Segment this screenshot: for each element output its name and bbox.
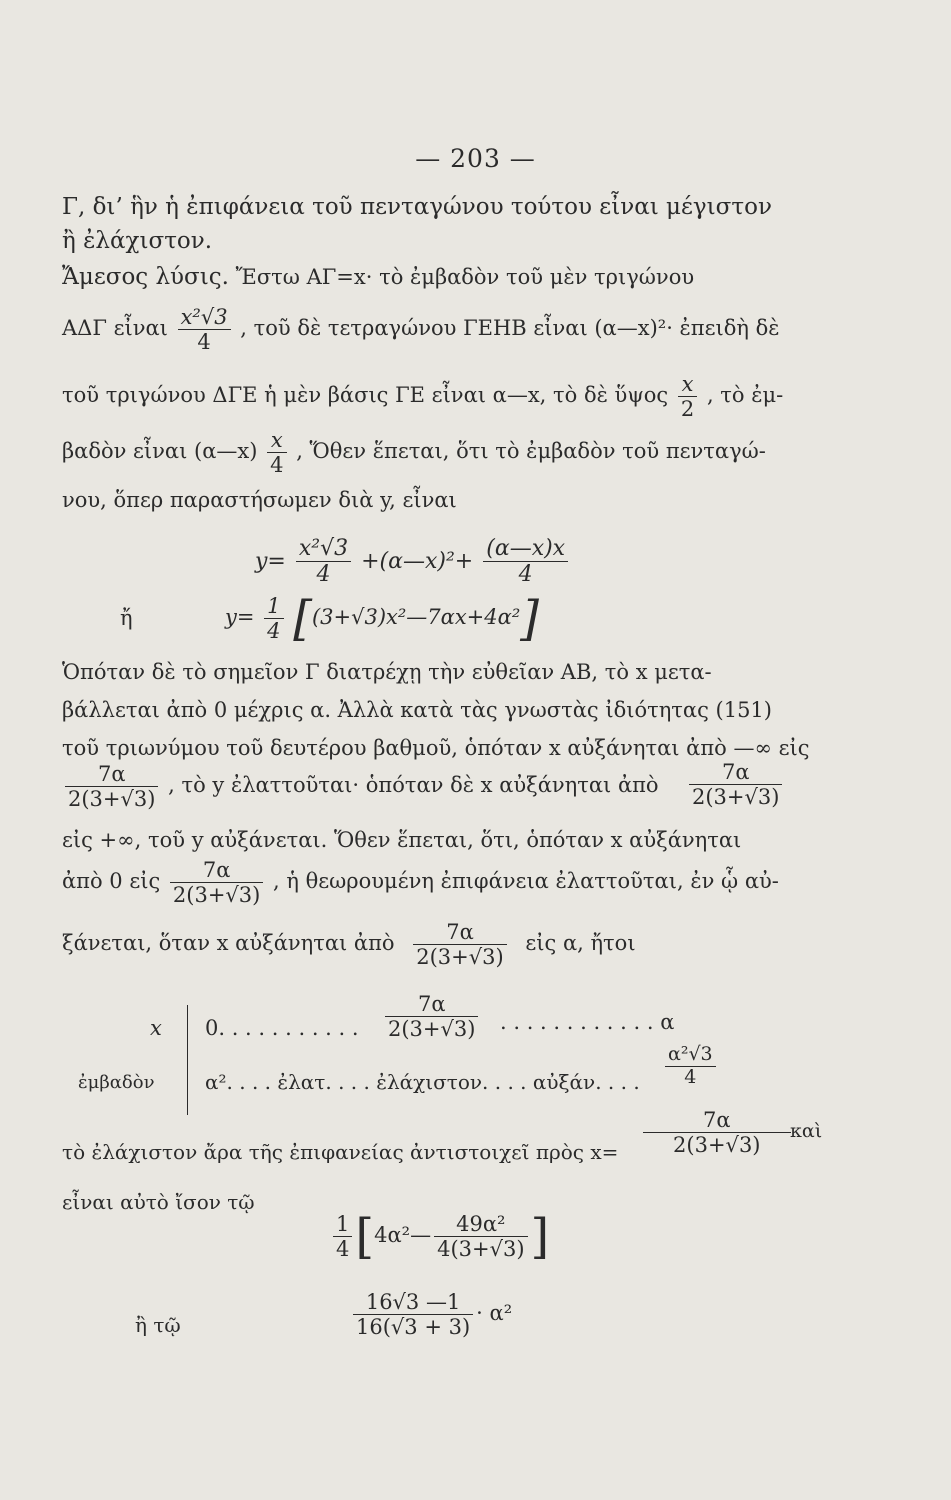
text-line-5: [62, 372, 783, 421]
table-divider: [187, 1005, 188, 1115]
left-bracket: [: [355, 1208, 375, 1265]
fraction: [678, 372, 697, 421]
para-line-4: [62, 762, 659, 811]
fraction-denominator: 2(3+√3): [673, 1133, 761, 1158]
fraction: [665, 1044, 716, 1089]
para-line-6: [62, 858, 779, 907]
fraction-numerator: 7α: [385, 992, 478, 1017]
eq-term: 4α²—: [374, 1223, 432, 1248]
fraction-numerator: x: [267, 428, 286, 453]
fraction-denominator: 2(3+√3): [388, 1017, 476, 1042]
min-line-2: εἶναι αὐτὸ ἴσον τῷ: [62, 1190, 255, 1214]
text-line-4: [62, 305, 780, 354]
fraction: [643, 1108, 791, 1157]
table-area-row: α². . . . ἐλατ. . . . ἐλάχιστον. . . . αὐξάν. . . .: [205, 1070, 640, 1094]
fraction: [385, 992, 478, 1041]
para-line-2: βάλλεται ἀπὸ 0 μέχρις α. Ἀλλὰ κατὰ τὰς γνωστὰς ἰδιότητας (151): [62, 698, 772, 722]
fraction-numerator: 1: [333, 1212, 352, 1237]
fraction-denominator: 2(3+√3): [172, 883, 261, 908]
fraction-right: [686, 760, 785, 809]
fraction-denominator: 4: [267, 619, 281, 644]
fraction-numerator: 7α: [65, 762, 158, 787]
text-line-3: [62, 266, 694, 289]
fraction: [483, 536, 568, 588]
fraction-numerator: (α—x)x: [483, 536, 568, 562]
fraction-numerator: 7α: [689, 760, 782, 785]
fraction: [65, 762, 158, 811]
fraction: [413, 920, 506, 969]
fraction: [333, 1212, 352, 1261]
fraction-denominator: 2(3+√3): [416, 945, 504, 970]
text-line-2: ἢ ἐλάχιστον.: [62, 228, 213, 254]
fraction: [434, 1212, 527, 1261]
and-word: καὶ: [790, 1120, 823, 1142]
fraction-denominator: 4: [336, 1237, 350, 1262]
or-word: ἤ: [120, 606, 133, 630]
text-segment: , τὸ ἐμ-: [706, 383, 784, 408]
fraction-denominator: 4: [316, 562, 331, 588]
text-line-1: Γ, δι’ ἣν ἡ ἐπιφάνεια τοῦ πενταγώνου τούτου εἶναι μέγιστον: [62, 194, 772, 220]
para-line-3: τοῦ τριωνύμου τοῦ δευτέρου βαθμοῦ, ὁπόταν x αὐξάνηται ἀπὸ —∞ εἰς: [62, 736, 810, 760]
text-segment: τοῦ τριγώνου ΔΓΕ ἡ μὲν βάσις ΓΕ εἶναι α—x, τὸ δὲ ὕψος: [62, 383, 669, 408]
table-x-end: . . . . . . . . . . . . α: [500, 1010, 675, 1034]
text-segment: , τὸ y ἐλαττοῦται· ὁπόταν δὲ x αὐξάνηται ἀπὸ: [168, 773, 659, 798]
fraction-denominator: 4: [684, 1065, 697, 1088]
text-segment: ξάνεται, ὅταν x αὐξάνηται ἀπὸ: [62, 931, 395, 956]
equation-1: [255, 536, 571, 588]
table-label-area: ἐμβαδὸν: [78, 1072, 155, 1093]
fraction: [267, 428, 286, 477]
para-line-1: Ὁπόταν δὲ τὸ σημεῖον Γ διατρέχῃ τὴν εὐθεῖαν ΑΒ, τὸ x μετα-: [62, 660, 712, 684]
fraction-denominator: 4: [518, 562, 533, 588]
table-area-fraction: [662, 1044, 719, 1089]
or-word-2: ἢ τῷ: [135, 1313, 181, 1337]
fraction-denominator: 4(3+√3): [437, 1237, 525, 1262]
min-line-1: τὸ ἐλάχιστον ἄρα τῆς ἐπιφανείας ἀντιστοιχεῖ πρὸς x=: [62, 1140, 619, 1164]
text-segment: εἰς α, ἤτοι: [525, 931, 636, 956]
fraction: [178, 305, 231, 354]
fraction: [353, 1290, 473, 1339]
eq-lhs: y=: [255, 548, 286, 574]
text-segment: , ἡ θεωρουμένη ἐπιφάνεια ἐλαττοῦται, ἐν ᾧ αὐ-: [273, 869, 779, 894]
text-segment: , Ὅθεν ἕπεται, ὅτι τὸ ἐμβαδὸν τοῦ πενταγώ-: [296, 439, 766, 464]
left-bracket: [: [293, 590, 312, 647]
right-bracket: ]: [530, 1208, 550, 1265]
fraction-denominator: 16(√3 + 3): [356, 1315, 471, 1340]
min-fraction: [640, 1108, 794, 1157]
fraction-numerator: 16√3 —1: [353, 1290, 473, 1315]
table-x-start: 0. . . . . . . . . . .: [205, 1016, 359, 1040]
text-line-6: [62, 428, 766, 477]
right-bracket: ]: [520, 590, 539, 647]
fraction: [689, 760, 782, 809]
fraction-denominator: 4: [197, 330, 211, 355]
fraction-numerator: 7α: [170, 858, 263, 883]
fraction-denominator: 2: [680, 397, 695, 422]
equation-4: [350, 1290, 512, 1339]
page-number: — 203 —: [415, 144, 536, 173]
direct-solution-heading: Ἄμεσος λύσις.: [62, 264, 229, 290]
fraction: [296, 536, 351, 588]
fraction-denominator: 2(3+√3): [692, 785, 780, 810]
eq-lhs: y=: [225, 605, 255, 630]
fraction-numerator: 1: [264, 594, 283, 619]
text-line-3-rest: Ἔστω ΑΓ=x· τὸ ἐμβαδὸν τοῦ μὲν τριγώνου: [235, 265, 695, 289]
fraction-denominator: 2(3+√3): [68, 787, 156, 812]
fraction-numerator: α²√3: [665, 1044, 716, 1067]
text-segment: ἀπὸ 0 εἰς: [62, 869, 161, 894]
equation-3: [330, 1208, 550, 1265]
eq-tail: · α²: [476, 1301, 513, 1326]
fraction: [170, 858, 263, 907]
fraction-numerator: x: [678, 372, 697, 397]
fraction-numerator: 49α²: [434, 1212, 527, 1237]
table-x-fraction: [382, 992, 481, 1041]
para-line-7: [62, 920, 636, 969]
fraction: [264, 594, 283, 643]
table-label-x: x: [150, 1016, 162, 1040]
fraction-numerator: 7α: [643, 1108, 791, 1133]
text-line-7: νου, ὅπερ παραστήσωμεν διὰ y, εἶναι: [62, 488, 457, 512]
eq-body: (3+√3)x²—7αx+4α²: [311, 605, 521, 630]
fraction-numerator: 7α: [413, 920, 506, 945]
text-segment: βαδὸν εἶναι (α—x): [62, 439, 258, 464]
text-segment: ΑΔΓ εἶναι: [62, 316, 168, 341]
equation-2: [225, 590, 539, 647]
fraction-numerator: x²√3: [296, 536, 351, 562]
para-line-5: εἰς +∞, τοῦ y αὐξάνεται. Ὅθεν ἕπεται, ὅτι, ὁπόταν x αὐξάνηται: [62, 828, 742, 852]
fraction-numerator: x²√3: [178, 305, 231, 330]
eq-middle: +(α—x)²+: [361, 548, 474, 574]
fraction-denominator: 4: [270, 453, 284, 478]
text-segment: , τοῦ δὲ τετραγώνου ΓΕΗΒ εἶναι (α—x)²· ἐπειδὴ δὲ: [240, 316, 780, 341]
